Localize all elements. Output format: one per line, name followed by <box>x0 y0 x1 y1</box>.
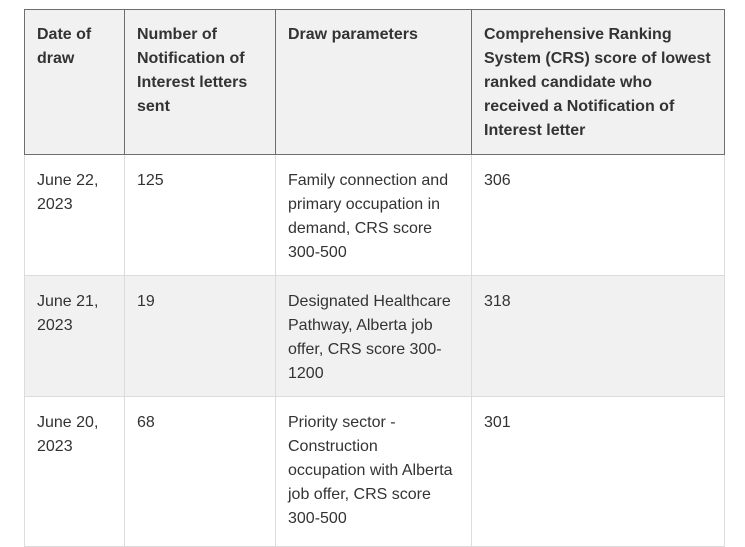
table-row <box>25 155 725 276</box>
cell-params: Designated Healthcare Pathway, Alberta job offer, CRS score 300-1200 <box>276 276 472 397</box>
table-row <box>25 397 725 547</box>
draws-table <box>24 9 725 547</box>
header-count: Number of Notification of Interest letters sent <box>125 10 276 155</box>
cell-count: 68 <box>125 397 276 547</box>
header-date: Date of draw <box>25 10 125 155</box>
header-crs: Comprehensive Ranking System (CRS) score of lowest ranked candidate who received a Notification of Interest letter <box>472 10 725 155</box>
header-row <box>25 10 725 155</box>
cell-crs: 306 <box>472 155 725 276</box>
cell-crs: 301 <box>472 397 725 547</box>
cell-params: Priority sector - Construction occupation with Alberta job offer, CRS score 300-500 <box>276 397 472 547</box>
cell-params: Family connection and primary occupation in demand, CRS score 300-500 <box>276 155 472 276</box>
cell-count: 19 <box>125 276 276 397</box>
cell-date: June 20, 2023 <box>25 397 125 547</box>
cell-count: 125 <box>125 155 276 276</box>
table-row <box>25 276 725 397</box>
cell-date: June 22, 2023 <box>25 155 125 276</box>
cell-date: June 21, 2023 <box>25 276 125 397</box>
cell-crs: 318 <box>472 276 725 397</box>
header-params: Draw parameters <box>276 10 472 155</box>
